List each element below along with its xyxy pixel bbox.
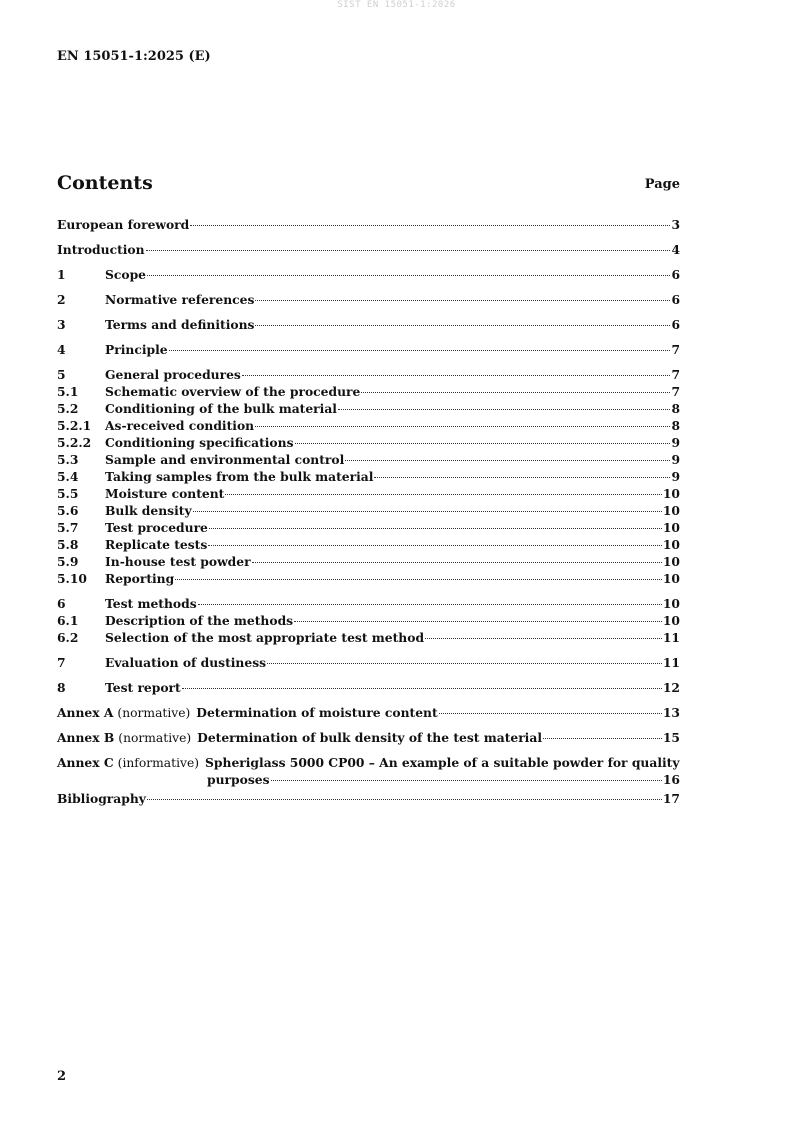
dot-leader [295,443,671,444]
dot-leader [182,688,662,689]
dot-leader [252,562,662,563]
toc-entry-title: General procedures [105,367,241,382]
toc-entry-number: 5.3 [57,452,79,467]
toc-entry-page: 17 [662,791,680,806]
dot-leader [267,663,662,664]
toc-entry-page: 7 [671,342,680,357]
toc-entry-page: 8 [671,418,680,433]
toc-entry-annex-b[interactable] [57,729,680,746]
toc-entry-title: Conditioning of the bulk material [105,401,337,416]
toc-entry-title: Scope [105,267,146,282]
toc-entry-page: 16 [662,772,680,787]
dot-leader [361,392,670,393]
toc-entry-page: 6 [671,267,680,282]
toc-entry-title: Bibliography [57,791,146,806]
toc-entry-page: 10 [662,554,680,569]
dot-leader [338,409,670,410]
toc-entry-normative-references[interactable] [57,291,680,308]
table-of-contents [57,216,680,807]
toc-entry-page: 11 [662,630,680,645]
toc-entry-sample-control[interactable] [57,451,680,468]
dot-leader [271,780,662,781]
toc-entry-title: Evaluation of dustiness [105,655,267,670]
toc-entry-number: 5.2.1 [57,418,92,433]
dot-leader [147,799,662,800]
toc-entry-number: 5.1 [57,384,79,399]
dot-leader [169,350,671,351]
toc-entry-general-procedures[interactable] [57,366,680,383]
dot-leader [146,250,671,251]
toc-entry-terms-and-definitions[interactable] [57,316,680,333]
dot-leader [439,713,662,714]
toc-entry-page: 10 [662,571,680,586]
toc-entry-title: Introduction [57,242,145,257]
toc-entry-selection-of-method[interactable] [57,629,680,646]
toc-entry-page: 10 [662,613,680,628]
page-column-label: Page [644,177,680,192]
toc-entry-page: 9 [671,452,680,467]
watermark: SIST EN 15051-1:2026 [337,0,456,10]
dot-leader [208,545,662,546]
toc-entry-european-foreword[interactable] [57,216,680,233]
dot-leader [374,477,670,478]
toc-entry-number: 5.4 [57,469,79,484]
dot-leader [345,460,670,461]
toc-entry-title: Terms and definitions [105,317,255,332]
contents-title: Contents [57,172,153,194]
annex-label: Annex B [57,730,115,745]
toc-entry-number: 5.7 [57,520,79,535]
toc-entry-number: 7 [57,655,66,670]
toc-entry-number: 5.9 [57,554,79,569]
toc-entry-number: 5.2.2 [57,435,92,450]
document-id: EN 15051-1:2025 (E) [57,49,211,64]
toc-entry-page: 8 [671,401,680,416]
toc-entry-title: Description of the methods [105,613,294,628]
toc-entry-number: 2 [57,292,66,307]
toc-entry-bibliography[interactable] [57,790,680,807]
toc-entry-number: 5 [57,367,66,382]
toc-entry-title: In-house test powder [105,554,251,569]
toc-entry-title: Sample and environmental control [105,452,345,467]
toc-entry-page: 10 [662,520,680,535]
toc-entry-bulk-density[interactable] [57,502,680,519]
dot-leader [425,638,662,639]
toc-entry-test-report[interactable] [57,679,680,696]
toc-entry-page: 4 [671,242,680,257]
toc-entry-taking-samples[interactable] [57,468,680,485]
toc-entry-title: Selection of the most appropriate test method [105,630,425,645]
toc-entry-number: 3 [57,317,66,332]
toc-entry-test-methods[interactable] [57,595,680,612]
toc-entry-conditioning[interactable] [57,400,680,417]
toc-entry-in-house-powder[interactable] [57,553,680,570]
dot-leader [255,325,670,326]
toc-entry-number: 5.2 [57,401,79,416]
dot-leader [543,738,662,739]
toc-entry-title: Determination of moisture content [196,705,438,720]
dot-leader [242,375,671,376]
toc-entry-title: Test procedure [105,520,208,535]
toc-entry-page: 15 [662,730,680,745]
dot-leader [225,494,662,495]
toc-entry-moisture-content[interactable] [57,485,680,502]
toc-entry-number: 5.8 [57,537,79,552]
toc-entry-title: Determination of bulk density of the test material [197,730,542,745]
dot-leader [255,300,670,301]
annex-label: Annex C [57,755,114,770]
toc-entry-number: 6.1 [57,613,79,628]
dot-leader [198,604,662,605]
toc-entry-number: 5.6 [57,503,79,518]
toc-entry-conditioning-specs[interactable] [57,434,680,451]
toc-entry-number: 6 [57,596,66,611]
toc-entry-page: 3 [671,217,680,232]
dot-leader [193,511,662,512]
toc-entry-introduction[interactable] [57,241,680,258]
toc-entry-page: 9 [671,469,680,484]
toc-entry-evaluation-of-dustiness[interactable] [57,654,680,671]
toc-entry-page: 10 [662,503,680,518]
toc-entry-title: Test report [105,680,181,695]
toc-entry-page: 9 [671,435,680,450]
toc-entry-annex-a[interactable] [57,704,680,721]
toc-entry-scope[interactable] [57,266,680,283]
toc-entry-replicate-tests[interactable] [57,536,680,553]
toc-entry-title: Reporting [105,571,175,586]
page-number: 2 [57,1069,67,1084]
toc-entry-annex-c[interactable] [57,754,680,771]
toc-entry-title: Bulk density [105,503,192,518]
dot-leader [190,225,670,226]
toc-entry-title: Taking samples from the bulk material [105,469,374,484]
toc-entry-number: 5.5 [57,486,79,501]
toc-entry-number: 1 [57,267,66,282]
toc-entry-number: 4 [57,342,66,357]
toc-entry-page: 13 [662,705,680,720]
dot-leader [294,621,662,622]
toc-entry-title: Schematic overview of the procedure [105,384,361,399]
toc-entry-page: 7 [671,367,680,382]
toc-entry-page: 10 [662,486,680,501]
dot-leader [147,275,670,276]
toc-entry-as-received[interactable] [57,417,680,434]
toc-entry-page: 10 [662,537,680,552]
toc-entry-page: 6 [671,317,680,332]
toc-entry-annex-c-continued[interactable] [57,771,680,788]
toc-entry-number: 5.10 [57,571,87,586]
toc-entry-number: 6.2 [57,630,79,645]
toc-entry-title: Moisture content [105,486,225,501]
toc-entry-number: 8 [57,680,66,695]
toc-entry-page: 11 [662,655,680,670]
dot-leader [255,426,670,427]
toc-entry-schematic-overview[interactable] [57,383,680,400]
toc-entry-title: Test methods [105,596,197,611]
toc-entry-title: Principle [105,342,168,357]
toc-entry-principle[interactable] [57,341,680,358]
toc-entry-title-continued: purposes [207,772,270,787]
toc-entry-page: 12 [662,680,680,695]
toc-entry-test-procedure[interactable] [57,519,680,536]
toc-entry-page: 6 [671,292,680,307]
annex-label: Annex A [57,705,114,720]
annex-kind: (normative) [118,731,192,745]
toc-entry-page: 10 [662,596,680,611]
dot-leader [209,528,662,529]
toc-entry-reporting[interactable] [57,570,680,587]
toc-entry-title: Replicate tests [105,537,208,552]
toc-entry-title: European foreword [57,217,190,232]
toc-entry-title: Spheriglass 5000 CP00 – An example of a suitable powder for quality [205,755,680,770]
toc-entry-title: Normative references [105,292,255,307]
dot-leader [175,579,662,580]
toc-entry-title: As-received condition [105,418,255,433]
toc-entry-description-of-methods[interactable] [57,612,680,629]
annex-kind: (normative) [117,706,191,720]
toc-entry-page: 7 [671,384,680,399]
annex-kind: (informative) [117,756,200,770]
toc-entry-title: Conditioning specifications [105,435,294,450]
